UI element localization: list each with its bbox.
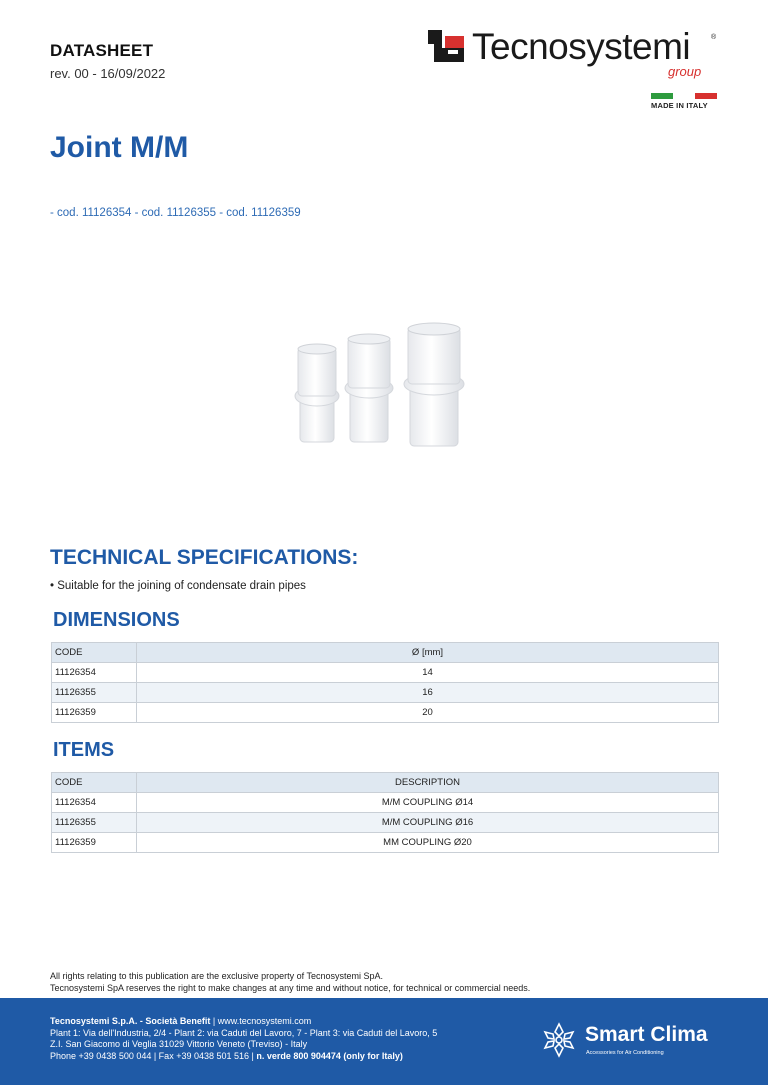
coupling-14-icon: [295, 344, 339, 442]
cell-description: M/M COUPLING Ø16: [137, 813, 719, 833]
column-header-code: CODE: [52, 643, 137, 663]
column-header-code: CODE: [52, 773, 137, 793]
cell-description: MM COUPLING Ø20: [137, 833, 719, 853]
rights-notice: [50, 971, 530, 994]
cell-code: 11126354: [52, 663, 137, 683]
table-row: [52, 793, 719, 813]
cell-code: 11126359: [52, 703, 137, 723]
dimensions-table: [51, 642, 719, 723]
smart-clima-name: Smart Clima: [585, 1023, 708, 1046]
registered-mark: ®: [711, 34, 717, 41]
items-table: [51, 772, 719, 853]
column-header-diameter: Ø [mm]: [137, 643, 719, 663]
rights-line-2: Tecnosystemi SpA reserves the right to make changes at any time and without notice, for technical or commercial needs.: [50, 982, 531, 993]
brand-name: Tecnosystemi: [472, 26, 691, 67]
product-codes: - cod. 11126354 - cod. 11126355 - cod. 11126359: [50, 207, 301, 219]
footer-address: Z.I. San Giacomo di Veglia 31029 Vittorio Veneto (Treviso) - Italy: [50, 1039, 308, 1049]
table-header-row: [52, 773, 719, 793]
table-row: [52, 683, 719, 703]
footer-phone-fax: Phone +39 0438 500 044 | Fax +39 0438 501 516 |: [50, 1050, 257, 1061]
document-type-title: DATASHEET: [50, 41, 154, 60]
italian-flag-icon: [651, 93, 717, 99]
dimensions-heading: DIMENSIONS: [53, 609, 180, 631]
cell-diameter: 20: [137, 703, 719, 723]
footer-company-name: Tecnosystemi S.p.A. - Società Benefit: [50, 1016, 211, 1026]
footer-bar: [0, 998, 768, 1085]
technical-specifications-heading: TECHNICAL SPECIFICATIONS:: [50, 546, 359, 569]
cell-description: M/M COUPLING Ø14: [137, 793, 719, 813]
coupling-16-icon: [345, 334, 393, 442]
brand-group: group: [668, 64, 702, 79]
product-title: Joint M/M: [50, 131, 189, 164]
spec-bullet: • Suitable for the joining of condensate drain pipes: [50, 580, 306, 592]
cell-diameter: 16: [137, 683, 719, 703]
cell-code: 11126359: [52, 833, 137, 853]
tecnosystemi-mark-icon: [428, 28, 464, 64]
footer-toll-free: n. verde 800 904474 (only for Italy): [256, 1050, 403, 1061]
table-header-row: [52, 643, 719, 663]
table-row: [52, 703, 719, 723]
footer-website[interactable]: | www.tecnosystemi.com: [210, 1016, 312, 1026]
made-in-italy-label: MADE IN ITALY: [651, 101, 708, 110]
smart-clima-tagline: Accessories for Air Conditioning: [586, 1050, 664, 1056]
footer-plants: Plant 1: Via dell'Industria, 2/4 - Plant 2: via Caduti del Lavoro, 7 - Plant 3: via Caduti del Lavoro, 5: [50, 1027, 438, 1038]
coupling-20-icon: [404, 323, 464, 446]
tecnosystemi-logo: [428, 28, 723, 84]
footer-company-info: [50, 1016, 437, 1062]
smart-clima-snowflake-icon: [540, 1021, 578, 1059]
column-header-description: DESCRIPTION: [137, 773, 719, 793]
table-row: [52, 813, 719, 833]
cell-code: 11126355: [52, 813, 137, 833]
rights-line-1: All rights relating to this publication are the exclusive property of Tecnosystemi SpA.: [50, 971, 383, 981]
cell-diameter: 14: [137, 663, 719, 683]
items-heading: ITEMS: [53, 739, 115, 761]
cell-code: 11126354: [52, 793, 137, 813]
cell-code: 11126355: [52, 683, 137, 703]
table-row: [52, 833, 719, 853]
revision-date: rev. 00 - 16/09/2022: [50, 66, 166, 81]
joint-couplings-photo: [280, 318, 480, 453]
table-row: [52, 663, 719, 683]
